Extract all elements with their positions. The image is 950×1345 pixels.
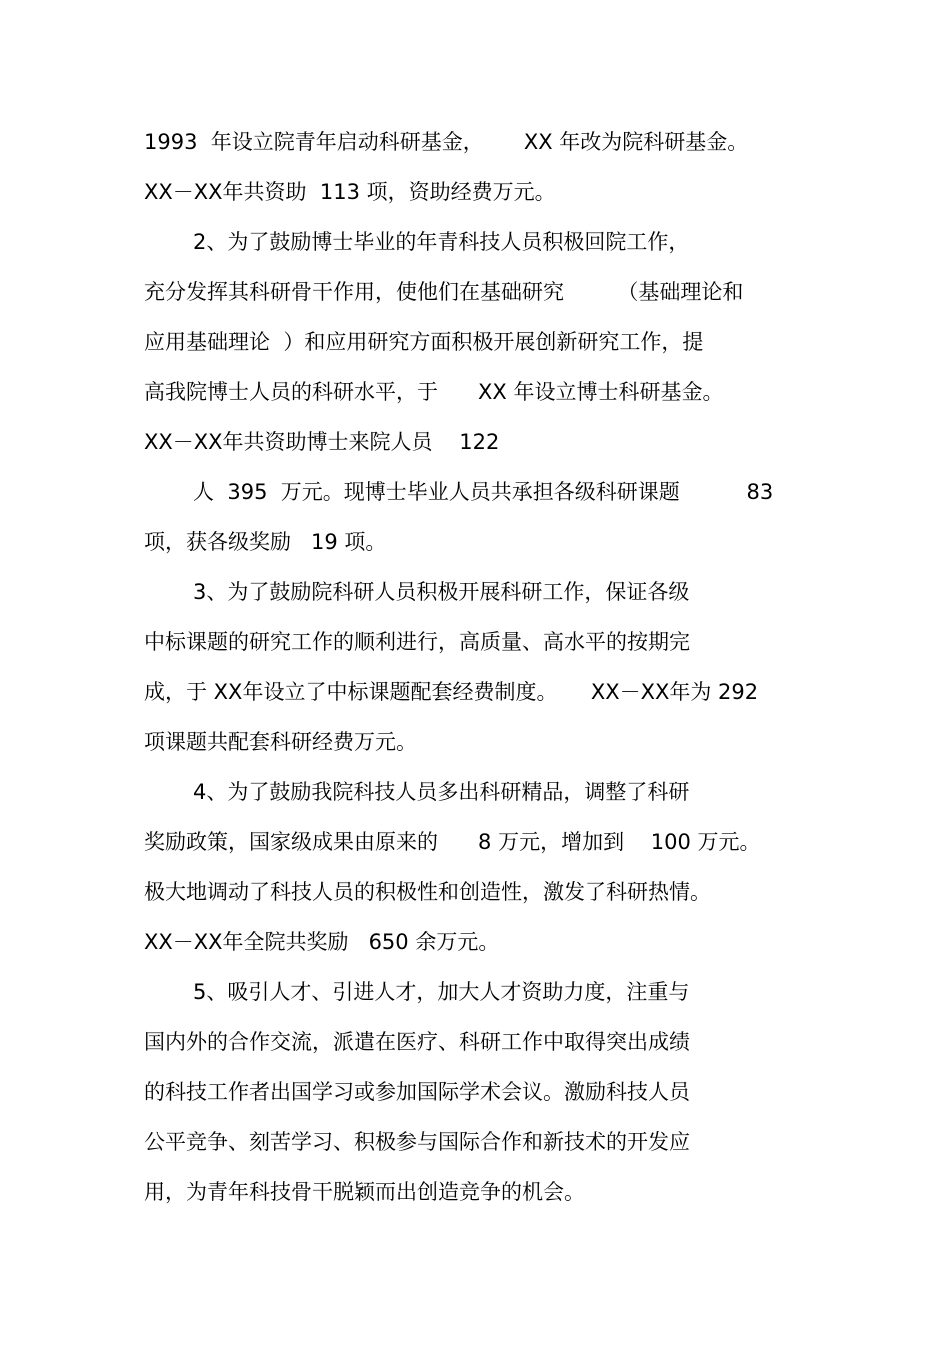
text-line: 奖励政策，国家级成果由原来的 8 万元，增加到 100 万元。 bbox=[144, 830, 761, 854]
paragraph-4-start: 4、为了鼓励我院科技人员多出科研精品，调整了科研 bbox=[193, 780, 690, 804]
paragraph-2-start: 2、为了鼓励博士毕业的年青科技人员积极回院工作， bbox=[193, 230, 690, 254]
paragraph-5-start: 5、吸引人才、引进人才，加大人才资助力度，注重与 bbox=[193, 980, 690, 1004]
text-line: XX－XX年共资助 113 项，资助经费万元。 bbox=[144, 180, 556, 204]
text-line: 中标课题的研究工作的顺利进行，高质量、高水平的按期完 bbox=[144, 630, 690, 654]
text-line: 公平竞争、刻苦学习、积极参与国际合作和新技术的开发应 bbox=[144, 1130, 690, 1154]
text-line: XX－XX年共资助博士来院人员 122 bbox=[144, 430, 500, 454]
text-line: 用，为青年科技骨干脱颖而出创造竞争的机会。 bbox=[144, 1180, 585, 1204]
text-line: 成，于 XX年设立了中标课题配套经费制度。 XX－XX年为 292 bbox=[144, 680, 759, 704]
text-line: 的科技工作者出国学习或参加国际学术会议。激励科技人员 bbox=[144, 1080, 690, 1104]
text-line: 项，获各级奖励 19 项。 bbox=[144, 530, 387, 554]
paragraph-3-start: 3、为了鼓励院科研人员积极开展科研工作，保证各级 bbox=[193, 580, 690, 604]
text-line: XX－XX年全院共奖励 650 余万元。 bbox=[144, 930, 500, 954]
text-line: 高我院博士人员的科研水平，于 XX 年设立博士科研基金。 bbox=[144, 380, 724, 404]
text-line: 1993 年设立院青年启动科研基金， XX 年改为院科研基金。 bbox=[144, 130, 749, 154]
text-line: 极大地调动了科技人员的积极性和创造性，激发了科研热情。 bbox=[144, 880, 711, 904]
text-line: 人 395 万元。现博士毕业人员共承担各级科研课题 83 bbox=[193, 480, 774, 504]
text-line: 应用基础理论 ）和应用研究方面积极开展创新研究工作，提 bbox=[144, 330, 704, 354]
text-line: 充分发挥其科研骨干作用，使他们在基础研究 （基础理论和 bbox=[144, 280, 744, 304]
text-line: 国内外的合作交流，派遣在医疗、科研工作中取得突出成绩 bbox=[144, 1030, 690, 1054]
text-line: 项课题共配套科研经费万元。 bbox=[144, 730, 417, 754]
